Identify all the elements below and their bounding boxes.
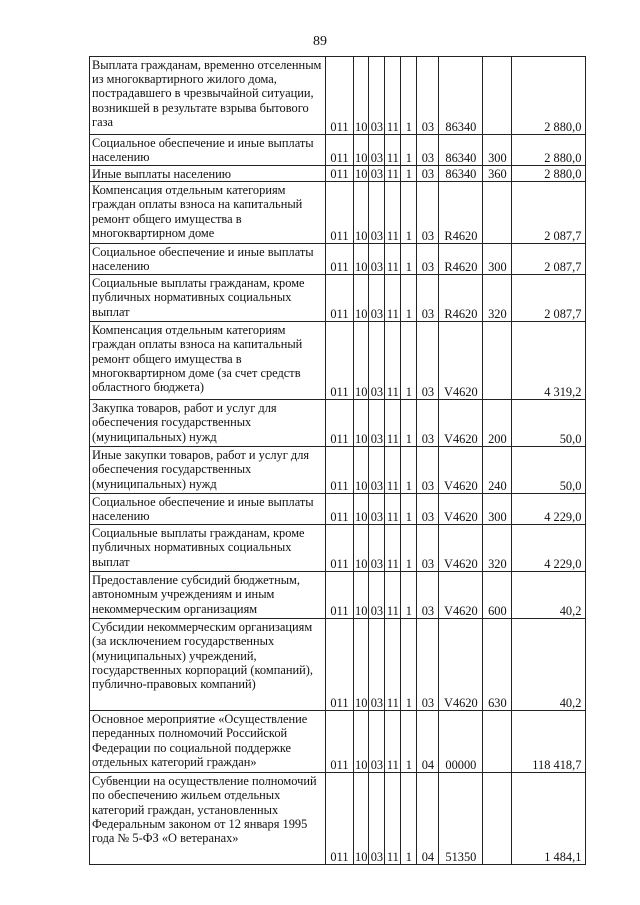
subsection-code: 03	[369, 447, 385, 494]
direction-code: V4620	[439, 447, 483, 494]
table-row	[90, 711, 586, 773]
program-code: 11	[385, 182, 401, 244]
direction-code: 86340	[439, 166, 483, 182]
ministry-code: 011	[326, 525, 354, 572]
subsection-code: 03	[369, 182, 385, 244]
event-code: 03	[417, 400, 439, 447]
program-code: 11	[385, 400, 401, 447]
amount-value: 2 087,7	[512, 182, 586, 244]
amount-value: 50,0	[512, 447, 586, 494]
expense-type-code	[483, 711, 512, 773]
subprogram-code: 1	[401, 773, 417, 865]
event-code: 03	[417, 619, 439, 711]
subprogram-code: 1	[401, 135, 417, 166]
expense-type-code: 300	[483, 244, 512, 275]
amount-value: 40,2	[512, 619, 586, 711]
table-row	[90, 447, 586, 494]
section-code: 10	[354, 619, 369, 711]
event-code: 03	[417, 525, 439, 572]
table-row	[90, 525, 586, 572]
expense-type-code	[483, 322, 512, 400]
direction-code: V4620	[439, 619, 483, 711]
subprogram-code: 1	[401, 322, 417, 400]
ministry-code: 011	[326, 275, 354, 322]
ministry-code: 011	[326, 135, 354, 166]
subprogram-code: 1	[401, 244, 417, 275]
event-code: 03	[417, 572, 439, 619]
subprogram-code: 1	[401, 525, 417, 572]
expense-type-code	[483, 182, 512, 244]
program-code: 11	[385, 711, 401, 773]
event-code: 03	[417, 494, 439, 525]
table-row	[90, 322, 586, 400]
budget-table	[89, 56, 586, 865]
direction-code: 86340	[439, 135, 483, 166]
section-code: 10	[354, 711, 369, 773]
expense-type-code: 630	[483, 619, 512, 711]
row-name: Иные выплаты населению	[90, 166, 326, 182]
subprogram-code: 1	[401, 619, 417, 711]
table-body	[90, 57, 586, 865]
section-code: 10	[354, 447, 369, 494]
amount-value: 2 880,0	[512, 166, 586, 182]
ministry-code: 011	[326, 244, 354, 275]
row-name: Компенсация отдельным категориям граждан оплаты взноса на капитальный ремонт общего имущества в многоквартирном доме (за счет средств областного бюджета)	[90, 322, 326, 400]
amount-value: 4 229,0	[512, 494, 586, 525]
row-name: Компенсация отдельным категориям граждан оплаты взноса на капитальный ремонт общего имущества в многоквартирном доме	[90, 182, 326, 244]
row-name: Основное мероприятие «Осуществление переданных полномочий Российской Федерации по социальной поддержке отдельных категорий граждан»	[90, 711, 326, 773]
amount-value: 40,2	[512, 572, 586, 619]
subsection-code: 03	[369, 275, 385, 322]
amount-value: 2 880,0	[512, 135, 586, 166]
section-code: 10	[354, 182, 369, 244]
direction-code: 00000	[439, 711, 483, 773]
event-code: 03	[417, 447, 439, 494]
direction-code: V4620	[439, 494, 483, 525]
ministry-code: 011	[326, 773, 354, 865]
row-name: Закупка товаров, работ и услуг для обеспечения государственных (муниципальных) нужд	[90, 400, 326, 447]
program-code: 11	[385, 447, 401, 494]
row-name: Социальное обеспечение и иные выплаты населению	[90, 244, 326, 275]
expense-type-code: 300	[483, 135, 512, 166]
event-code: 03	[417, 182, 439, 244]
subsection-code: 03	[369, 711, 385, 773]
program-code: 11	[385, 57, 401, 135]
program-code: 11	[385, 572, 401, 619]
expense-type-code: 360	[483, 166, 512, 182]
amount-value: 118 418,7	[512, 711, 586, 773]
amount-value: 4 319,2	[512, 322, 586, 400]
ministry-code: 011	[326, 572, 354, 619]
ministry-code: 011	[326, 711, 354, 773]
section-code: 10	[354, 275, 369, 322]
expense-type-code: 300	[483, 494, 512, 525]
expense-type-code: 600	[483, 572, 512, 619]
row-name: Социальные выплаты гражданам, кроме публичных нормативных социальных выплат	[90, 275, 326, 322]
subsection-code: 03	[369, 135, 385, 166]
event-code: 03	[417, 275, 439, 322]
subprogram-code: 1	[401, 572, 417, 619]
section-code: 10	[354, 244, 369, 275]
page-number: 89	[313, 34, 327, 49]
section-code: 10	[354, 57, 369, 135]
row-name: Предоставление субсидий бюджетным, автономным учреждениям и иным некоммерческим организациям	[90, 572, 326, 619]
table-row	[90, 57, 586, 135]
direction-code: V4620	[439, 572, 483, 619]
ministry-code: 011	[326, 322, 354, 400]
amount-value: 1 484,1	[512, 773, 586, 865]
program-code: 11	[385, 275, 401, 322]
event-code: 03	[417, 135, 439, 166]
row-name: Социальное обеспечение и иные выплаты населению	[90, 494, 326, 525]
ministry-code: 011	[326, 619, 354, 711]
event-code: 03	[417, 166, 439, 182]
table-row	[90, 619, 586, 711]
amount-value: 50,0	[512, 400, 586, 447]
expense-type-code	[483, 773, 512, 865]
program-code: 11	[385, 322, 401, 400]
row-name: Субсидии некоммерческим организациям (за исключением государственных (муниципальных) учреждений, государственных корпораций (компаний), публично-правовых компаний)	[90, 619, 326, 711]
amount-value: 4 229,0	[512, 525, 586, 572]
table-row	[90, 182, 586, 244]
direction-code: V4620	[439, 400, 483, 447]
program-code: 11	[385, 494, 401, 525]
program-code: 11	[385, 525, 401, 572]
direction-code: R4620	[439, 182, 483, 244]
amount-value: 2 880,0	[512, 57, 586, 135]
table-row	[90, 244, 586, 275]
row-name: Субвенции на осуществление полномочий по обеспечению жильем отдельных категорий граждан, установленных Федеральным законом от 12 января 1995 года № 5-ФЗ «О ветеранах»	[90, 773, 326, 865]
amount-value: 2 087,7	[512, 275, 586, 322]
direction-code: V4620	[439, 322, 483, 400]
subprogram-code: 1	[401, 182, 417, 244]
table-row	[90, 494, 586, 525]
subsection-code: 03	[369, 773, 385, 865]
direction-code: 86340	[439, 57, 483, 135]
table-row	[90, 572, 586, 619]
expense-type-code	[483, 57, 512, 135]
subsection-code: 03	[370, 167, 384, 181]
expense-type-code: 240	[483, 447, 512, 494]
subprogram-code: 1	[401, 447, 417, 494]
direction-code: R4620	[439, 275, 483, 322]
expense-type-code: 320	[483, 275, 512, 322]
subsection-code: 03	[369, 400, 385, 447]
subsection-code: 03	[369, 244, 385, 275]
program-code: 11	[385, 135, 401, 166]
section-code: 10	[354, 525, 369, 572]
row-name: Социальное обеспечение и иные выплаты населению	[90, 135, 326, 166]
section-code: 10	[355, 167, 368, 181]
ministry-code: 011	[326, 447, 354, 494]
table-row	[90, 400, 586, 447]
subprogram-code: 1	[401, 711, 417, 773]
table-row	[90, 275, 586, 322]
subsection-code: 03	[369, 494, 385, 525]
program-code: 11	[385, 619, 401, 711]
section-code: 10	[354, 135, 369, 166]
direction-code: V4620	[439, 525, 483, 572]
section-code: 10	[354, 572, 369, 619]
table-row	[90, 166, 586, 182]
amount-value: 2 087,7	[512, 244, 586, 275]
subsection-code: 03	[369, 525, 385, 572]
section-code: 10	[354, 322, 369, 400]
expense-type-code: 320	[483, 525, 512, 572]
ministry-code: 011	[326, 182, 354, 244]
event-code: 04	[417, 773, 439, 865]
program-code: 11	[385, 773, 401, 865]
program-code: 11	[385, 244, 401, 275]
program-code: 11	[385, 166, 401, 182]
row-name: Социальные выплаты гражданам, кроме публичных нормативных социальных выплат	[90, 525, 326, 572]
subsection-code: 03	[369, 572, 385, 619]
expense-type-code: 200	[483, 400, 512, 447]
direction-code: 51350	[439, 773, 483, 865]
ministry-code: 011	[326, 166, 354, 182]
row-name: Выплата гражданам, временно отселенным из многоквартирного жилого дома, пострадавшего в чрезвычайной ситуации, возникшей в результате взрыва бытового газа	[90, 57, 326, 135]
event-code: 03	[417, 57, 439, 135]
event-code: 04	[417, 711, 439, 773]
table-row	[90, 773, 586, 865]
subprogram-code: 1	[401, 275, 417, 322]
section-code: 10	[354, 494, 369, 525]
subprogram-code: 1	[401, 400, 417, 447]
subsection-code: 03	[369, 57, 385, 135]
section-code: 10	[354, 400, 369, 447]
row-name: Иные закупки товаров, работ и услуг для обеспечения государственных (муниципальных) нужд	[90, 447, 326, 494]
subsection-code: 03	[369, 619, 385, 711]
subprogram-code: 1	[401, 166, 417, 182]
ministry-code: 011	[326, 400, 354, 447]
section-code: 10	[354, 773, 369, 865]
ministry-code: 011	[326, 494, 354, 525]
event-code: 03	[417, 322, 439, 400]
subsection-code: 03	[369, 322, 385, 400]
table-row	[90, 135, 586, 166]
subprogram-code: 1	[401, 494, 417, 525]
event-code: 03	[417, 244, 439, 275]
subprogram-code: 1	[401, 57, 417, 135]
direction-code: R4620	[439, 244, 483, 275]
ministry-code: 011	[326, 57, 354, 135]
